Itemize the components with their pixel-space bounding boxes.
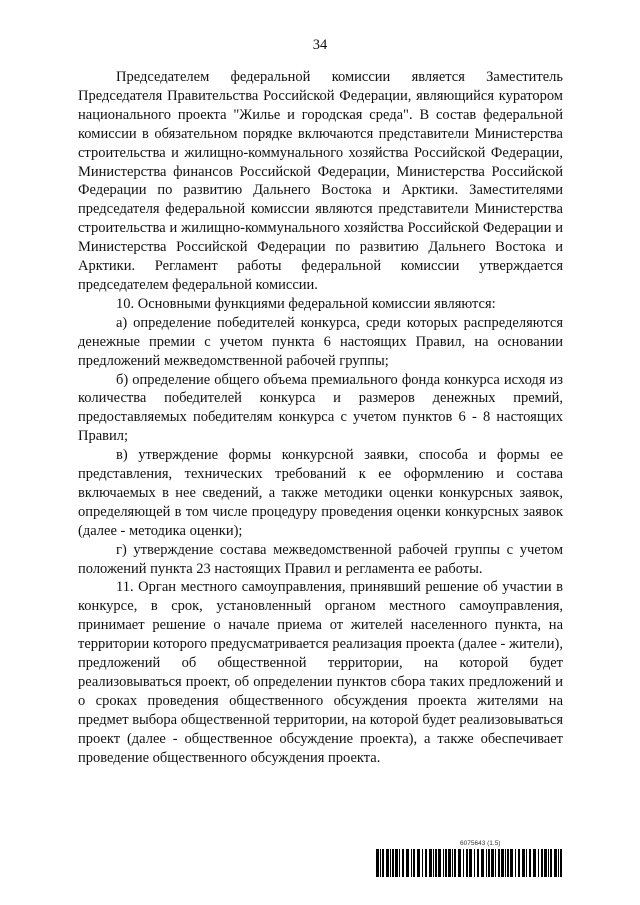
- document-code: 6075643 (1.5): [460, 840, 501, 847]
- paragraph-item-10: 10. Основными функциями федеральной комиссии являются:: [116, 295, 496, 312]
- paragraph-item-10a: а) определение победителей конкурса, среди которых распределяются денежные премии с учетом пункта 6 настоящих Правил, на основании предложений межведомственной рабочей группы;: [78, 314, 563, 369]
- paragraph-item-10v: в) утверждение формы конкурсной заявки, способа и формы ее представления, технических требований к ее оформлению и состава включаемых в нее сведений, а также методики оценки конкурсных заявок, определяющей в том числе процедуру проведения оценки конкурсных заявок (далее - методика оценки);: [78, 447, 563, 539]
- paragraph-item-11: 11. Орган местного самоуправления, принявший решение об участии в конкурсе, в срок, установленный органом местного самоуправления, принимает решение о начале приема от жителей населенного пункта, на территории которого предусматривается реализация проекта (далее - жители), предложений об общественной территории, на которой будет реализовываться проект, об определении пунктов сбора таких предложений и о сроках проведения общественного обсуждения проекта жителями на предмет выбора общественной территории, на которой будет реализовываться проект (далее - общественное обсуждение проекта), а также обеспечивает проведение общественного обсуждения проекта.: [78, 579, 563, 766]
- paragraph-item-10g: г) утверждение состава межведомственной рабочей группы с учетом положений пункта 23 настоящих Правил и регламента ее работы.: [78, 541, 563, 577]
- paragraph-commission-chair: Председателем федеральной комиссии является Заместитель Председателя Правительства Российской Федерации, являющийся куратором национального проекта "Жилье и городская среда". В состав федеральной комиссии в обязательном порядке включаются представители Министерства строительства и жилищно-коммунального хозяйства Российской Федерации, Министерства финансов Российской Федерации, Министерства Российской Федерации по развитию Дальнего Востока и Арктики. Заместителями председателя федеральной комиссии являются представители Министерства строительства и жилищно-коммунального хозяйства Российской Федерации и Министерства Российской Федерации по развитию Дальнего Востока и Арктики. Регламент работы федеральной комиссии утверждается председателем федеральной комиссии.: [78, 69, 563, 293]
- barcode-icon: [376, 849, 564, 877]
- document-body: [78, 68, 563, 768]
- paragraph-item-10b: б) определение общего объема премиального фонда конкурса исходя из количества победителей конкурса и размеров денежных премий, предоставляемых победителям конкурса с учетом пунктов 6 - 8 настоящих Правил;: [78, 371, 563, 445]
- page-number: 34: [312, 37, 328, 53]
